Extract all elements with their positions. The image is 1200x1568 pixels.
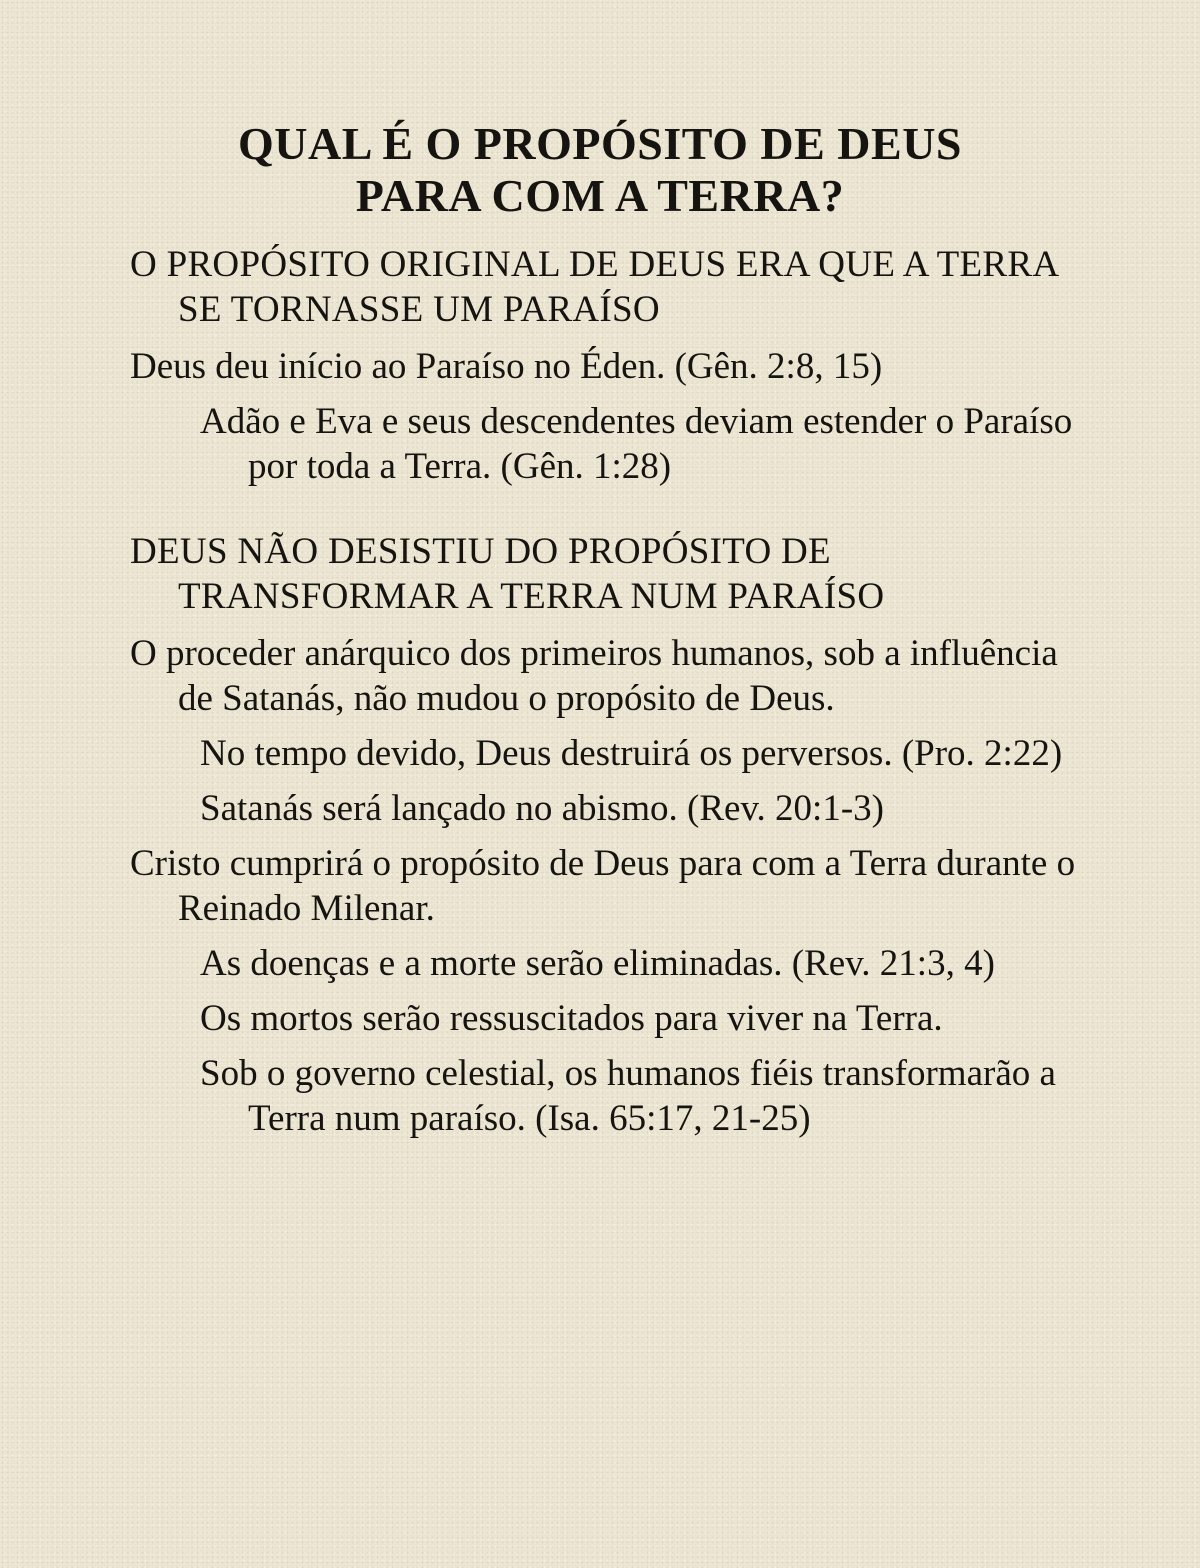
section-heading-purpose-not-abandoned: DEUS NÃO DESISTIU DO PROPÓSITO DE TRANSFORMAR A TERRA NUM PARAÍSO xyxy=(130,531,885,617)
page-title-line-1: QUAL É O PROPÓSITO DE DEUS xyxy=(237,118,963,169)
subpoint-wicked-destroyed: No tempo devido, Deus destruirá os perversos. (Pro. 2:22) xyxy=(200,733,1063,774)
subpoint-sickness-death-eliminated: As doenças e a morte serão eliminadas. (Rev. 21:3, 4) xyxy=(200,943,995,984)
point-paradise-in-eden: Deus deu início ao Paraíso no Éden. (Gên. 2:8, 15) xyxy=(130,346,883,387)
subpoint-earth-paradise: Sob o governo celestial, os humanos fiéis transformarão a Terra num paraíso. (Isa. 65:17, 21-25) xyxy=(200,1053,1056,1139)
point-christ-millennial-reign: Cristo cumprirá o propósito de Deus para com a Terra durante o Reinado Milenar. xyxy=(130,843,1076,929)
page-title xyxy=(0,118,1200,222)
outline xyxy=(130,242,1090,1141)
subpoint-extend-paradise: Adão e Eva e seus descendentes deviam estender o Paraíso por toda a Terra. (Gên. 1:28) xyxy=(200,401,1073,487)
subpoint-dead-resurrected: Os mortos serão ressuscitados para viver na Terra. xyxy=(200,998,943,1039)
point-rebellion-did-not-change-purpose: O proceder anárquico dos primeiros humanos, sob a influência de Satanás, não mudou o propósito de Deus. xyxy=(130,633,1058,719)
subpoint-satan-abyss: Satanás será lançado no abismo. (Rev. 20:1-3) xyxy=(200,788,884,829)
page-title-line-2: PARA COM A TERRA? xyxy=(355,170,845,221)
section-heading-original-purpose: O PROPÓSITO ORIGINAL DE DEUS ERA QUE A TERRA SE TORNASSE UM PARAÍSO xyxy=(130,244,1058,330)
